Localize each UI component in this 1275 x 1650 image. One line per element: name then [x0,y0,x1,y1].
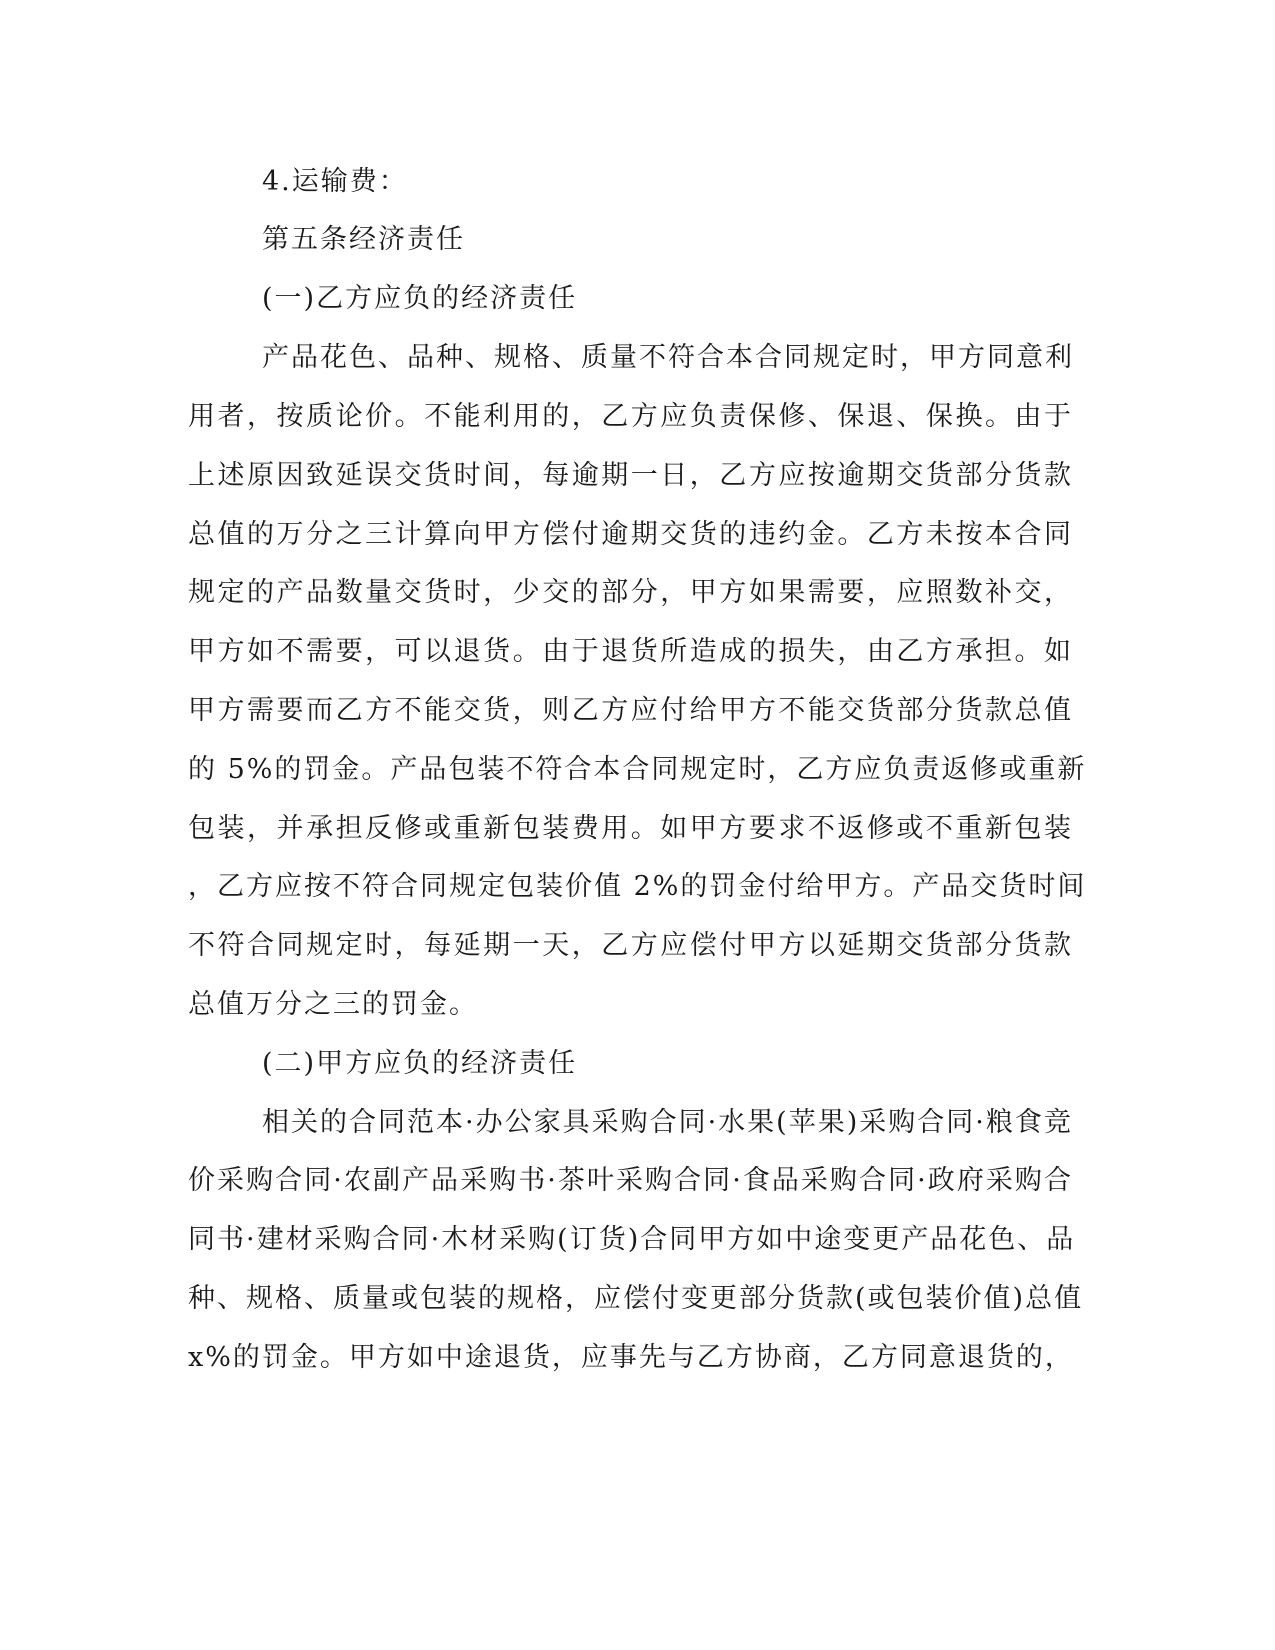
paragraph-line: 总值万分之三的罚金。 [188,989,478,1020]
paragraph-line: 总值的万分之三计算向甲方偿付逾期交货的违约金。乙方未按本合同 [188,519,1073,550]
heading-party-b-responsibility: (一)乙方应负的经济责任 [262,283,578,314]
paragraph-line: 产品花色、品种、规格、质量不符合本合同规定时，甲方同意利 [262,342,1074,373]
heading-transport-fee: 4.运输费： [262,166,408,197]
paragraph-line: 相关的合同范本·办公家具采购合同·水果(苹果)采购合同·粮食竞 [262,1107,1073,1138]
paragraph-line: 包装，并承担反修或重新包装费用。如甲方要求不返修或不重新包装 [188,813,1073,844]
paragraph-line: 规定的产品数量交货时，少交的部分，甲方如果需要，应照数补交， [188,577,1073,608]
paragraph-line: x%的罚金。甲方如中途退货，应事先与乙方协商，乙方同意退货的， [188,1342,1074,1373]
paragraph-line: 不符合同规定时，每延期一天，乙方应偿付甲方以延期交货部分货款 [188,930,1073,961]
heading-party-a-responsibility: (二)甲方应负的经济责任 [262,1048,578,1079]
paragraph-line: 甲方需要而乙方不能交货，则乙方应付给甲方不能交货部分货款总值 [188,695,1073,726]
paragraph-line: 的 5%的罚金。产品包装不符合本合同规定时，乙方应负责返修或重新 [188,754,1087,785]
paragraph-line: 上述原因致延误交货时间，每逾期一日，乙方应按逾期交货部分货款 [188,460,1073,491]
paragraph-line: 种、规格、质量或包装的规格，应偿付变更部分货款(或包装价值)总值 [188,1283,1084,1314]
heading-article-five: 第五条经济责任 [262,224,465,255]
paragraph-line: ，乙方应按不符合同规定包装价值 2%的罚金付给甲方。产品交货时间 [188,871,1087,902]
paragraph-line: 甲方如不需要，可以退货。由于退货所造成的损失，由乙方承担。如 [188,636,1073,667]
paragraph-line: 价采购合同·农副产品采购书·茶叶采购合同·食品采购合同·政府采购合 [188,1165,1073,1196]
paragraph-line: 同书·建材采购合同·木材采购(订货)合同甲方如中途变更产品花色、品 [188,1224,1076,1255]
paragraph-line: 用者，按质论价。不能利用的，乙方应负责保修、保退、保换。由于 [188,401,1073,432]
